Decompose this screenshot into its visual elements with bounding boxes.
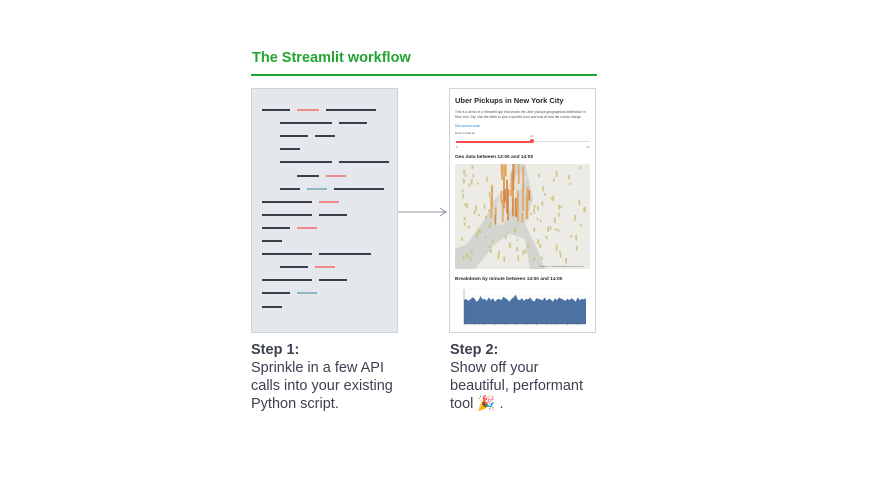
map-pickup-column (464, 217, 466, 220)
step-2-line: tool 🎉 . (450, 396, 504, 412)
code-line-segment (326, 109, 376, 111)
map-pickup-column (533, 228, 535, 232)
map-pickup-column (469, 257, 471, 261)
map-pickup-column (466, 203, 468, 208)
code-line-segment (262, 253, 312, 255)
map-pickup-column (475, 205, 477, 211)
map-pickup-column (553, 178, 555, 181)
map-pickup-column (584, 207, 586, 213)
map-pickup-column (555, 229, 557, 232)
code-line-segment (297, 175, 319, 177)
map-pickup-column (471, 250, 473, 253)
map-pickup-column (522, 190, 524, 211)
map-pickup-column (558, 229, 560, 231)
map-pickup-column (461, 237, 463, 241)
map-pickup-column (556, 171, 558, 177)
code-line-segment (262, 292, 290, 294)
code-line-segment (315, 266, 335, 268)
map-pickup-column (489, 192, 491, 197)
step-2-title: Step 2: (450, 342, 499, 358)
map-pickup-column (537, 206, 539, 210)
step-1-line: Python script. (251, 396, 339, 412)
code-line-segment (262, 306, 282, 308)
step-2-line: Show off your (450, 360, 539, 376)
map-pickup-column (468, 225, 470, 229)
code-line-segment (280, 148, 300, 150)
map-pickup-column (504, 167, 506, 177)
map-pickup-column (552, 195, 554, 201)
code-line-segment (262, 279, 312, 281)
map-pickup-column (522, 250, 524, 255)
map-pickup-column (501, 165, 503, 180)
map-pickup-column (541, 256, 543, 259)
map-pickup-column (474, 211, 476, 215)
map-pickup-column (498, 251, 500, 255)
code-line-segment (297, 109, 319, 111)
map-pickup-column (569, 183, 571, 185)
code-line-segment (280, 266, 308, 268)
code-line-segment (262, 201, 312, 203)
map-pickup-column (466, 252, 468, 258)
map-pickup-column (521, 213, 523, 222)
step-2 (450, 341, 583, 413)
map-pickup-column (502, 200, 504, 222)
map-pickup-column (556, 245, 558, 251)
code-line-segment (280, 135, 308, 137)
map-pickup-column (525, 249, 527, 254)
code-line-segment (280, 188, 300, 190)
map-pickup-column (568, 175, 570, 179)
map-pickup-column (530, 213, 532, 216)
map-pickup-column (527, 243, 529, 248)
map-pickup-column (464, 203, 466, 206)
map-pickup-column (517, 190, 519, 221)
map-pickup-column (537, 218, 539, 220)
map-pickup-column (559, 251, 561, 254)
map-pickup-column (544, 193, 546, 196)
map-pickup-column (462, 194, 464, 199)
pickup-map[interactable] (455, 164, 590, 269)
map-pickup-column (560, 206, 562, 208)
map-pickup-column (537, 239, 539, 244)
map-pickup-column (547, 226, 549, 232)
map-pickup-column (534, 205, 536, 208)
map-pickup-column (517, 165, 519, 170)
map-pickup-column (504, 189, 506, 200)
code-line-segment (319, 279, 347, 281)
code-line-segment (339, 122, 367, 124)
app-title: Uber Pickups in New York City (455, 96, 564, 105)
code-panel (251, 88, 398, 333)
map-pickup-column (463, 179, 465, 184)
map-pickup-column (484, 205, 486, 209)
step-1 (251, 341, 393, 413)
code-line-segment (297, 227, 317, 229)
page-title: The Streamlit workflow (252, 50, 411, 66)
map-pickup-column (485, 216, 487, 219)
map-pickup-column (476, 233, 478, 238)
step-1-title: Step 1: (251, 342, 300, 358)
map-pickup-column (489, 245, 491, 248)
hour-slider-max: 23 (586, 145, 590, 149)
map-pickup-column (488, 209, 490, 211)
code-line-segment (339, 161, 389, 163)
code-line-segment (262, 240, 282, 242)
map-pickup-column (510, 190, 512, 196)
hour-slider-label: Hour to look at (455, 131, 475, 135)
map-pickup-column (527, 187, 529, 219)
map-pickup-column (540, 220, 542, 222)
app-description: This is a demo of a Streamlit app that shows the Uber pickups geographical distribution in New York City. Use the slider to pick a specific hour and look at how the charts change. (455, 110, 586, 119)
map-pickup-column (463, 256, 465, 260)
step-1-line: Sprinkle in a few API (251, 360, 384, 376)
map-pickup-column (533, 209, 535, 211)
code-line-segment (307, 188, 327, 190)
map-pickup-column (565, 258, 567, 263)
map-pickup-column (472, 165, 474, 169)
map-pickup-column (580, 224, 582, 227)
map-pickup-column (570, 235, 572, 237)
map-pickup-column (464, 222, 466, 226)
map-pickup-column (491, 240, 493, 243)
map-pickup-column (517, 255, 519, 260)
hour-slider-thumb[interactable] (530, 139, 534, 143)
app-screenshot-panel (449, 88, 596, 333)
map-pickup-column (574, 215, 576, 221)
code-line-segment (280, 122, 332, 124)
code-line-segment (319, 253, 371, 255)
map-pickup-column (505, 235, 507, 239)
code-line-segment (334, 188, 384, 190)
code-line-segment (319, 214, 347, 216)
minute-breakdown-chart (455, 286, 590, 331)
map-pickup-column (522, 167, 524, 192)
map-pickup-column (542, 186, 544, 191)
map-pickup-column (512, 164, 514, 190)
map-pickup-column (514, 227, 516, 233)
step-2-line: beautiful, performant (450, 378, 583, 394)
code-line-segment (297, 292, 317, 294)
map-pickup-column (554, 218, 556, 224)
map-pickup-column (486, 177, 488, 182)
code-line-segment (319, 201, 339, 203)
code-line-segment (326, 175, 346, 177)
code-line-segment (280, 161, 332, 163)
code-line-segment (262, 109, 290, 111)
map-heading: Geo data between 13:00 and 14:00 (455, 155, 534, 160)
map-pickup-column (497, 255, 499, 259)
map-pickup-column (491, 185, 493, 192)
map-pickup-column (495, 215, 497, 225)
map-pickup-column (546, 236, 548, 239)
map-pickup-column (509, 243, 511, 248)
step-1-line: calls into your existing (251, 378, 393, 394)
map-pickup-column (495, 208, 497, 216)
map-pickup-column (550, 227, 552, 230)
map-pickup-column (539, 244, 541, 248)
map-pickup-column (465, 175, 467, 177)
map-attribution: © Mapbox © OpenStreetMap Improve this map (538, 266, 584, 268)
map-pickup-column (517, 239, 519, 241)
map-pickup-column (478, 229, 480, 234)
map-pickup-column (478, 214, 480, 216)
hour-slider-min: 0 (456, 145, 458, 149)
title-underline (251, 74, 597, 76)
source-code-link[interactable]: See source code (455, 124, 480, 128)
map-pickup-column (560, 255, 562, 258)
hour-slider-fill (456, 141, 532, 143)
map-pickup-column (534, 258, 536, 261)
map-pickup-column (489, 223, 491, 229)
map-pickup-column (462, 190, 464, 193)
map-pickup-column (471, 179, 473, 183)
map-pickup-column (538, 174, 540, 178)
map-pickup-column (503, 257, 505, 262)
map-pickup-column (558, 213, 560, 217)
code-line-segment (315, 135, 335, 137)
arrow-right-icon (398, 205, 450, 219)
map-pickup-column (528, 190, 530, 200)
map-pickup-column (542, 201, 544, 206)
map-pickup-column (490, 197, 492, 219)
code-line-segment (262, 214, 312, 216)
map-pickup-column (579, 200, 581, 206)
chart-area-series (464, 295, 586, 324)
map-pickup-column (551, 197, 553, 199)
map-pickup-column (533, 211, 535, 214)
map-pickup-column (558, 205, 560, 210)
code-line-segment (262, 227, 290, 229)
map-pickup-column (575, 235, 577, 241)
map-pickup-column (485, 236, 487, 238)
hour-slider-value: 13 (529, 134, 534, 138)
map-pickup-column (580, 166, 582, 169)
chart-heading: Breakdown by minute between 13:00 and 14:00 (455, 277, 563, 282)
map-pickup-column (477, 183, 479, 185)
map-pickup-column (469, 184, 471, 187)
map-pickup-column (472, 174, 474, 177)
map-pickup-column (506, 180, 508, 214)
map-pickup-column (576, 246, 578, 251)
map-pickup-column (516, 247, 518, 251)
map-pickup-column (463, 170, 465, 175)
map-pickup-column (490, 249, 492, 253)
